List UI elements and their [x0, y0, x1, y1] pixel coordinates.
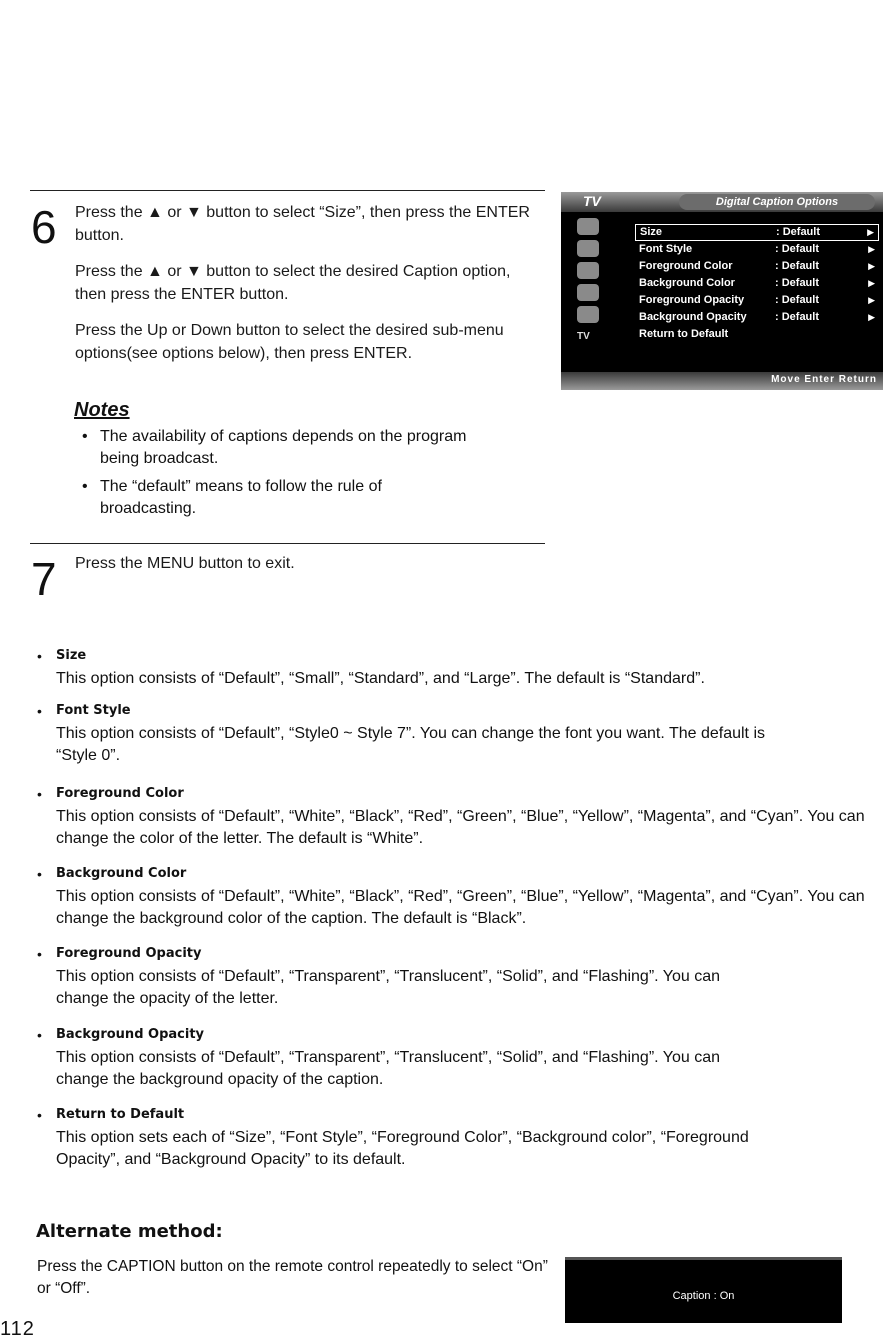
- option-name: Return to Default: [56, 1107, 185, 1122]
- chevron-right-icon: ▶: [868, 312, 875, 322]
- option-description: This option consists of “Default”, “Small”, “Standard”, and “Large”. The default is “Standard”.: [56, 670, 705, 687]
- osd-title-bar: [561, 192, 883, 212]
- option-description: This option sets each of “Size”, “Font Style”, “Foreground Color”, “Background color”, “Foreground Opacity”, and “Background Opacity” to its default.: [56, 1129, 749, 1168]
- osd-item-value: : Default: [775, 260, 819, 272]
- option-background-opacity: [37, 1027, 867, 1097]
- option-foreground-opacity: [37, 946, 867, 1016]
- osd-item-label: Background Opacity: [639, 311, 747, 323]
- osd-hint-bar: [561, 372, 883, 390]
- bullet: •: [37, 648, 42, 664]
- step6-instructions: [75, 201, 537, 378]
- chevron-right-icon: ▶: [867, 227, 874, 237]
- picture-icon[interactable]: [577, 218, 599, 235]
- chevron-right-icon: ▶: [868, 295, 875, 305]
- option-description: This option consists of “Default”, “Transparent”, “Translucent”, “Solid”, and “Flashing”. You can change the background opacity of the caption.: [56, 1049, 720, 1088]
- option-name: Size: [56, 648, 87, 663]
- channel-icon[interactable]: [577, 262, 599, 279]
- bullet: •: [37, 703, 42, 719]
- osd-item-label: Font Style: [639, 243, 693, 255]
- step7-top-rule: [30, 543, 545, 544]
- option-name: Foreground Color: [56, 786, 184, 801]
- bullet: •: [37, 946, 42, 962]
- option-font-style: [37, 703, 867, 773]
- option-foreground-color: [37, 786, 867, 856]
- osd-item-value: : Default: [775, 243, 819, 255]
- osd-menu-item-foreground-opacity[interactable]: [635, 292, 879, 309]
- osd-menu-item-background-color[interactable]: [635, 275, 879, 292]
- caption-options-osd: [561, 192, 883, 390]
- bullet: •: [37, 786, 42, 802]
- step6-paragraph: Press the ▲ or ▼ button to select “Size”, then press the ENTER button.: [75, 204, 530, 244]
- step7-number: 7: [31, 553, 57, 605]
- osd-menu-list: [635, 224, 879, 343]
- osd-menu-item-font-style[interactable]: [635, 241, 879, 258]
- option-background-color: [37, 866, 867, 936]
- osd-item-label: Return to Default: [639, 328, 729, 340]
- osd-item-value: : Default: [776, 226, 820, 238]
- caption-osd: [565, 1257, 842, 1323]
- bullet: •: [37, 1107, 42, 1123]
- osd-item-value: : Default: [775, 311, 819, 323]
- notes-heading: Notes: [74, 399, 130, 421]
- osd-icon-column: [577, 218, 607, 350]
- osd-menu-item-foreground-color[interactable]: [635, 258, 879, 275]
- caption-status: Caption : On: [672, 1290, 735, 1302]
- osd-hints: Move Enter Return: [771, 374, 877, 385]
- alternate-method-text: Press the CAPTION button on the remote control repeatedly to select “On” or “Off”.: [37, 1258, 548, 1297]
- bullet: •: [37, 866, 42, 882]
- bullet: •: [37, 1027, 42, 1043]
- step6-paragraph: Press the ▲ or ▼ button to select the desired Caption option, then press the ENTER button.: [75, 263, 511, 303]
- osd-item-label: Background Color: [639, 277, 735, 289]
- chevron-right-icon: ▶: [868, 244, 875, 254]
- step7-instruction: Press the MENU button to exit.: [75, 555, 295, 572]
- option-description: This option consists of “Default”, “Transparent”, “Translucent”, “Solid”, and “Flashing”. You can change the opacity of the letter.: [56, 968, 720, 1007]
- option-name: Background Opacity: [56, 1027, 205, 1042]
- osd-item-label: Foreground Color: [639, 260, 733, 272]
- osd-item-value: : Default: [775, 294, 819, 306]
- osd-item-value: : Default: [775, 277, 819, 289]
- osd-item-label: Size: [640, 226, 663, 238]
- option-description: This option consists of “Default”, “White”, “Black”, “Red”, “Green”, “Blue”, “Yellow”, “Magenta”, and “Cyan”. You can change the color of the letter. The default is “White”.: [56, 808, 865, 847]
- list-item: • The availability of captions depends on the program being broadcast.: [76, 426, 476, 470]
- list-item: • The “default” means to follow the rule of broadcasting.: [76, 476, 476, 520]
- option-return-to-default: [37, 1107, 867, 1177]
- chevron-right-icon: ▶: [868, 261, 875, 271]
- option-name: Foreground Opacity: [56, 946, 202, 961]
- option-description: This option consists of “Default”, “White”, “Black”, “Red”, “Green”, “Blue”, “Yellow”, “Magenta”, and “Cyan”. You can change the background color of the caption. The default is “Black”.: [56, 888, 865, 927]
- page-number: 112: [0, 1318, 35, 1340]
- osd-menu-item-background-opacity[interactable]: [635, 309, 879, 326]
- osd-menu-item-return-to-default[interactable]: [635, 326, 879, 343]
- step6-number: 6: [31, 201, 57, 253]
- notes-list: [76, 426, 476, 526]
- osd-item-label: Foreground Opacity: [639, 294, 745, 306]
- sound-icon[interactable]: [577, 240, 599, 257]
- option-name: Font Style: [56, 703, 131, 718]
- step6-paragraph: Press the Up or Down button to select the desired sub-menu options(see options below), then press ENTER.: [75, 322, 504, 362]
- option-size: [37, 648, 867, 694]
- option-description: This option consists of “Default”, “Style0 ~ Style 7”. You can change the font you want. The default is “Style 0”.: [56, 725, 765, 764]
- chevron-right-icon: ▶: [868, 278, 875, 288]
- osd-title: Digital Caption Options: [679, 194, 875, 210]
- osd-logo: TV: [583, 193, 601, 209]
- input-icon[interactable]: [577, 306, 599, 323]
- step6-top-rule: [30, 190, 545, 191]
- tv-icon[interactable]: TV: [577, 331, 590, 342]
- setup-icon[interactable]: [577, 284, 599, 301]
- osd-menu-item-size[interactable]: [635, 224, 879, 241]
- alternate-method-heading: Alternate method:: [36, 1221, 223, 1242]
- option-name: Background Color: [56, 866, 187, 881]
